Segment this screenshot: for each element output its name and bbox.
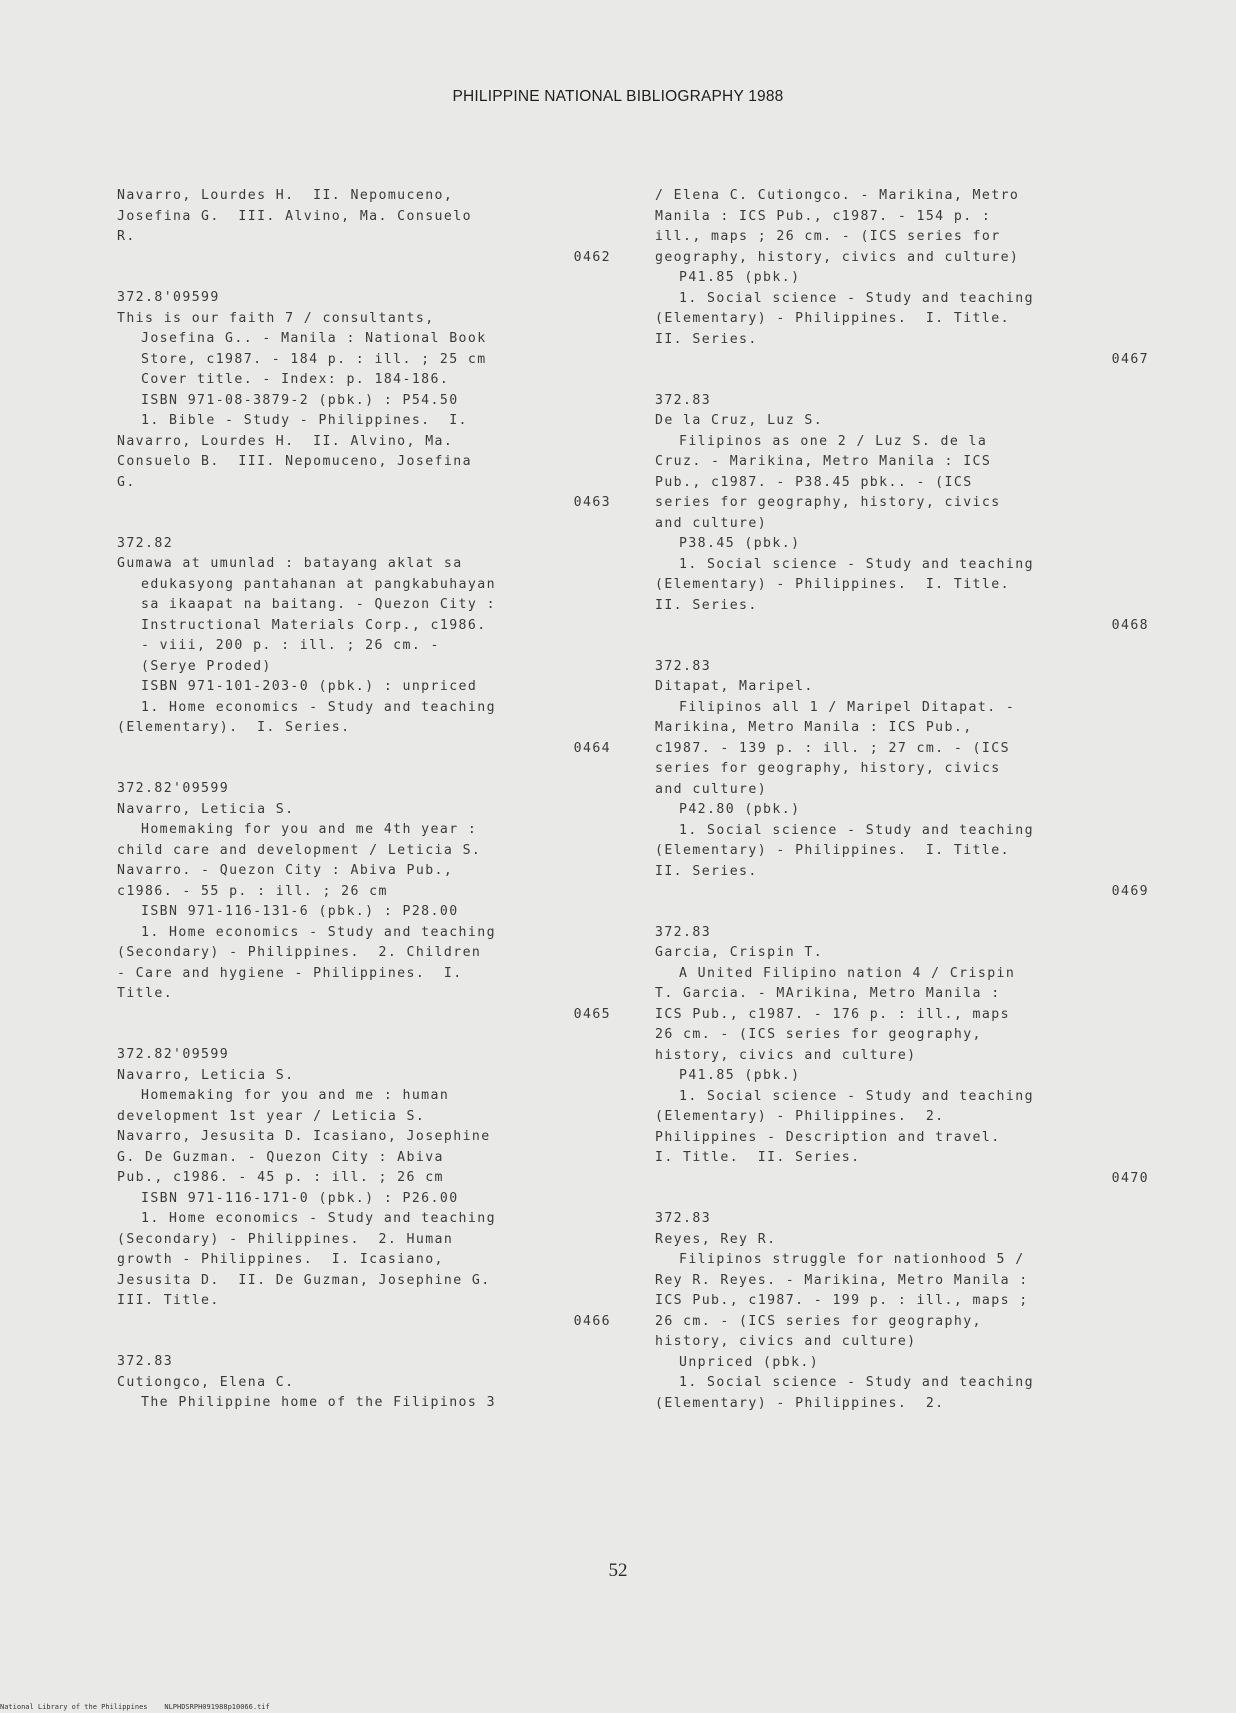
- entry-number: 0463: [573, 495, 611, 510]
- entry-line: Filipinos as one 2 / Luz S. de la: [679, 433, 988, 449]
- entry-line: edukasyong pantahanan at pangkabuhayan: [141, 576, 496, 592]
- entry-line: Navarro, Leticia S.: [117, 801, 295, 817]
- entry-line: P41.85 (pbk.): [679, 1068, 801, 1083]
- entry-line: Navarro, Lourdes H. II. Alvino, Ma.: [117, 433, 454, 449]
- entry-line: R.: [117, 229, 136, 244]
- entry-line: (Elementary) - Philippines. I. Title.: [655, 311, 1010, 326]
- entry-line: Manila : ICS Pub., c1987. - 154 p. :: [655, 208, 992, 224]
- call-number: 372.8'09599: [117, 290, 220, 305]
- entry-number: 0469: [1111, 884, 1149, 899]
- entry-line: Homemaking for you and me : human: [141, 1088, 450, 1103]
- bibliography-entry: [117, 288, 611, 514]
- entry-line: geography, history, civics and culture): [655, 249, 1020, 265]
- entry-line: ISBN 971-101-203-0 (pbk.) : unpriced: [141, 679, 478, 694]
- entry-line: (Secondary) - Philippines. 2. Children: [117, 945, 482, 960]
- entry-line: 1. Home economics - Study and teaching: [141, 1211, 496, 1226]
- entry-line: ICS Pub., c1987. - 199 p. : ill., maps ;: [655, 1293, 1029, 1308]
- entry-line: Navarro, Jesusita D. Icasiano, Josephine: [117, 1129, 491, 1144]
- entry-line: c1986. - 55 p. : ill. ; 26 cm: [117, 883, 388, 899]
- entry-line: series for geography, history, civics: [655, 495, 1001, 510]
- entry-line: III. Title.: [117, 1293, 220, 1308]
- entry-line: 1. Social science - Study and teaching: [679, 1088, 1034, 1104]
- bibliography-entry: [117, 779, 611, 1025]
- bibliography-entry: [655, 923, 1149, 1190]
- entry-line: growth - Philippines. I. Icasiano,: [117, 1252, 444, 1267]
- page-header: PHILIPPINE NATIONAL BIBLIOGRAPHY 1988: [452, 88, 784, 105]
- bibliography-entry: [655, 1209, 1149, 1414]
- entry-line: Garcia, Crispin T.: [655, 945, 824, 960]
- call-number: 372.82'09599: [117, 1047, 230, 1062]
- entry-line: Josefina G. III. Alvino, Ma. Consuelo: [117, 208, 472, 224]
- entry-line: Josefina G.. - Manila : National Book: [141, 331, 487, 346]
- bibliography-entry: [117, 1352, 611, 1414]
- right-column: [655, 186, 1149, 1414]
- call-number: 372.83: [655, 392, 712, 408]
- entry-number: 0462: [573, 249, 611, 265]
- entry-line: Rey R. Reyes. - Marikina, Metro Manila :: [655, 1272, 1029, 1288]
- entry-line: - viii, 200 p. : ill. ; 26 cm. -: [141, 638, 440, 653]
- entry-line: Filipinos struggle for nationhood 5 /: [679, 1252, 1025, 1267]
- entry-line: ill., maps ; 26 cm. - (ICS series for: [655, 229, 1001, 244]
- bibliography-entry: [117, 534, 611, 760]
- entry-line: (Elementary) - Philippines. I. Title.: [655, 577, 1010, 592]
- scan-footer: National Library of the Philippines NLPHDSRPH091988p10066.tif: [0, 1703, 270, 1711]
- entry-line: ISBN 971-116-131-6 (pbk.) : P28.00: [141, 904, 459, 919]
- entry-line: Title.: [117, 986, 174, 1001]
- entry-line: Gumawa at umunlad : batayang aklat sa: [117, 556, 463, 571]
- entry-line: Jesusita D. II. De Guzman, Josephine G.: [117, 1272, 491, 1288]
- entry-line: ICS Pub., c1987. - 176 p. : ill., maps: [655, 1006, 1010, 1022]
- entry-line: Consuelo B. III. Nepomuceno, Josefina: [117, 454, 472, 469]
- entry-line: / Elena C. Cutiongco. - Marikina, Metro: [655, 188, 1020, 203]
- call-number: 372.83: [655, 924, 712, 940]
- call-number: 372.83: [655, 658, 712, 674]
- entry-line: Cover title. - Index: p. 184-186.: [141, 372, 450, 387]
- entry-line: I. Title. II. Series.: [655, 1150, 861, 1165]
- entry-line: Navarro, Leticia S.: [117, 1067, 295, 1083]
- entry-line: T. Garcia. - MArikina, Metro Manila :: [655, 986, 1001, 1001]
- entry-line: history, civics and culture): [655, 1334, 917, 1349]
- entry-line: De la Cruz, Luz S.: [655, 413, 824, 428]
- call-number: 372.83: [117, 1354, 174, 1369]
- entry-line: A United Filipino nation 4 / Crispin: [679, 965, 1016, 981]
- entry-line: 1. Social science - Study and teaching: [679, 822, 1034, 838]
- entry-line: 26 cm. - (ICS series for geography,: [655, 1313, 982, 1329]
- entry-line: This is our faith 7 / consultants,: [117, 310, 435, 326]
- entry-line: development 1st year / Leticia S.: [117, 1108, 426, 1124]
- entry-line: Pub., c1987. - P38.45 pbk.. - (ICS: [655, 474, 973, 490]
- entry-line: 1. Home economics - Study and teaching: [141, 924, 496, 940]
- entry-line: Navarro. - Quezon City : Abiva Pub.,: [117, 863, 454, 878]
- entry-line: - Care and hygiene - Philippines. I.: [117, 965, 463, 981]
- entry-line: Cruz. - Marikina, Metro Manila : ICS: [655, 454, 992, 469]
- entry-line: II. Series.: [655, 331, 758, 347]
- entry-line: Reyes, Rey R.: [655, 1231, 777, 1247]
- entry-number: 0470: [1111, 1170, 1149, 1186]
- entry-line: Homemaking for you and me 4th year :: [141, 822, 478, 837]
- entry-line: G. De Guzman. - Quezon City : Abiva: [117, 1149, 444, 1165]
- entry-line: Instructional Materials Corp., c1986.: [141, 617, 487, 633]
- entry-line: The Philippine home of the Filipinos 3: [141, 1395, 496, 1410]
- entry-line: P38.45 (pbk.): [679, 536, 801, 551]
- call-number: 372.82: [117, 535, 174, 551]
- entry-number: 0467: [1111, 352, 1149, 367]
- entry-line: 1. Bible - Study - Philippines. I.: [141, 413, 468, 428]
- entry-line: 1. Home economics - Study and teaching: [141, 699, 496, 715]
- bibliography-entry: [117, 186, 611, 268]
- entry-line: P41.85 (pbk.): [679, 270, 801, 285]
- entry-line: II. Series.: [655, 597, 758, 613]
- entry-line: sa ikaapat na baitang. - Quezon City :: [141, 597, 496, 612]
- entry-line: child care and development / Leticia S.: [117, 842, 482, 858]
- entry-line: c1987. - 139 p. : ill. ; 27 cm. - (ICS: [655, 740, 1010, 756]
- entry-line: series for geography, history, civics: [655, 761, 1001, 776]
- entry-line: Marikina, Metro Manila : ICS Pub.,: [655, 720, 973, 735]
- entry-line: (Serye Proded): [141, 658, 272, 674]
- entry-line: (Elementary) - Philippines. I. Title.: [655, 843, 1010, 858]
- left-column: [117, 186, 611, 1414]
- entry-line: Filipinos all 1 / Maripel Ditapat. -: [679, 699, 1016, 715]
- entry-line: Pub., c1986. - 45 p. : ill. ; 26 cm: [117, 1170, 444, 1185]
- entry-number: 0468: [1111, 618, 1149, 633]
- entry-line: and culture): [655, 515, 768, 531]
- entry-number: 0464: [573, 740, 611, 756]
- entry-line: Navarro, Lourdes H. II. Nepomuceno,: [117, 188, 454, 203]
- entry-line: (Elementary) - Philippines. 2.: [655, 1395, 945, 1411]
- entry-line: 1. Social science - Study and teaching: [679, 1375, 1034, 1390]
- entry-line: Unpriced (pbk.): [679, 1354, 820, 1370]
- bibliography-entry: [117, 1045, 611, 1332]
- entry-line: P42.80 (pbk.): [679, 802, 801, 817]
- call-number: 372.82'09599: [117, 781, 230, 796]
- entry-number: 0465: [573, 1006, 611, 1022]
- entry-number: 0466: [573, 1313, 611, 1329]
- bibliography-entry: [655, 657, 1149, 903]
- call-number: 372.83: [655, 1211, 712, 1226]
- entry-line: (Elementary). I. Series.: [117, 720, 351, 735]
- entry-line: Cutiongco, Elena C.: [117, 1374, 295, 1390]
- entry-line: (Secondary) - Philippines. 2. Human: [117, 1231, 454, 1247]
- entry-line: ISBN 971-08-3879-2 (pbk.) : P54.50: [141, 392, 459, 408]
- bibliography-entry: [655, 391, 1149, 637]
- entry-line: Store, c1987. - 184 p. : ill. ; 25 cm: [141, 351, 487, 367]
- entry-line: 1. Social science - Study and teaching: [679, 556, 1034, 572]
- entry-line: 26 cm. - (ICS series for geography,: [655, 1027, 982, 1042]
- entry-line: II. Series.: [655, 863, 758, 879]
- entry-line: 1. Social science - Study and teaching: [679, 290, 1034, 306]
- entry-line: (Elementary) - Philippines. 2.: [655, 1109, 945, 1124]
- entry-line: history, civics and culture): [655, 1047, 917, 1063]
- entry-line: Ditapat, Maripel.: [655, 679, 814, 694]
- entry-line: Philippines - Description and travel.: [655, 1129, 1001, 1145]
- entry-line: ISBN 971-116-171-0 (pbk.) : P26.00: [141, 1190, 459, 1206]
- bibliography-entry: [655, 186, 1149, 371]
- page-number: 52: [608, 1560, 628, 1581]
- entry-line: G.: [117, 474, 136, 490]
- entry-line: and culture): [655, 781, 768, 797]
